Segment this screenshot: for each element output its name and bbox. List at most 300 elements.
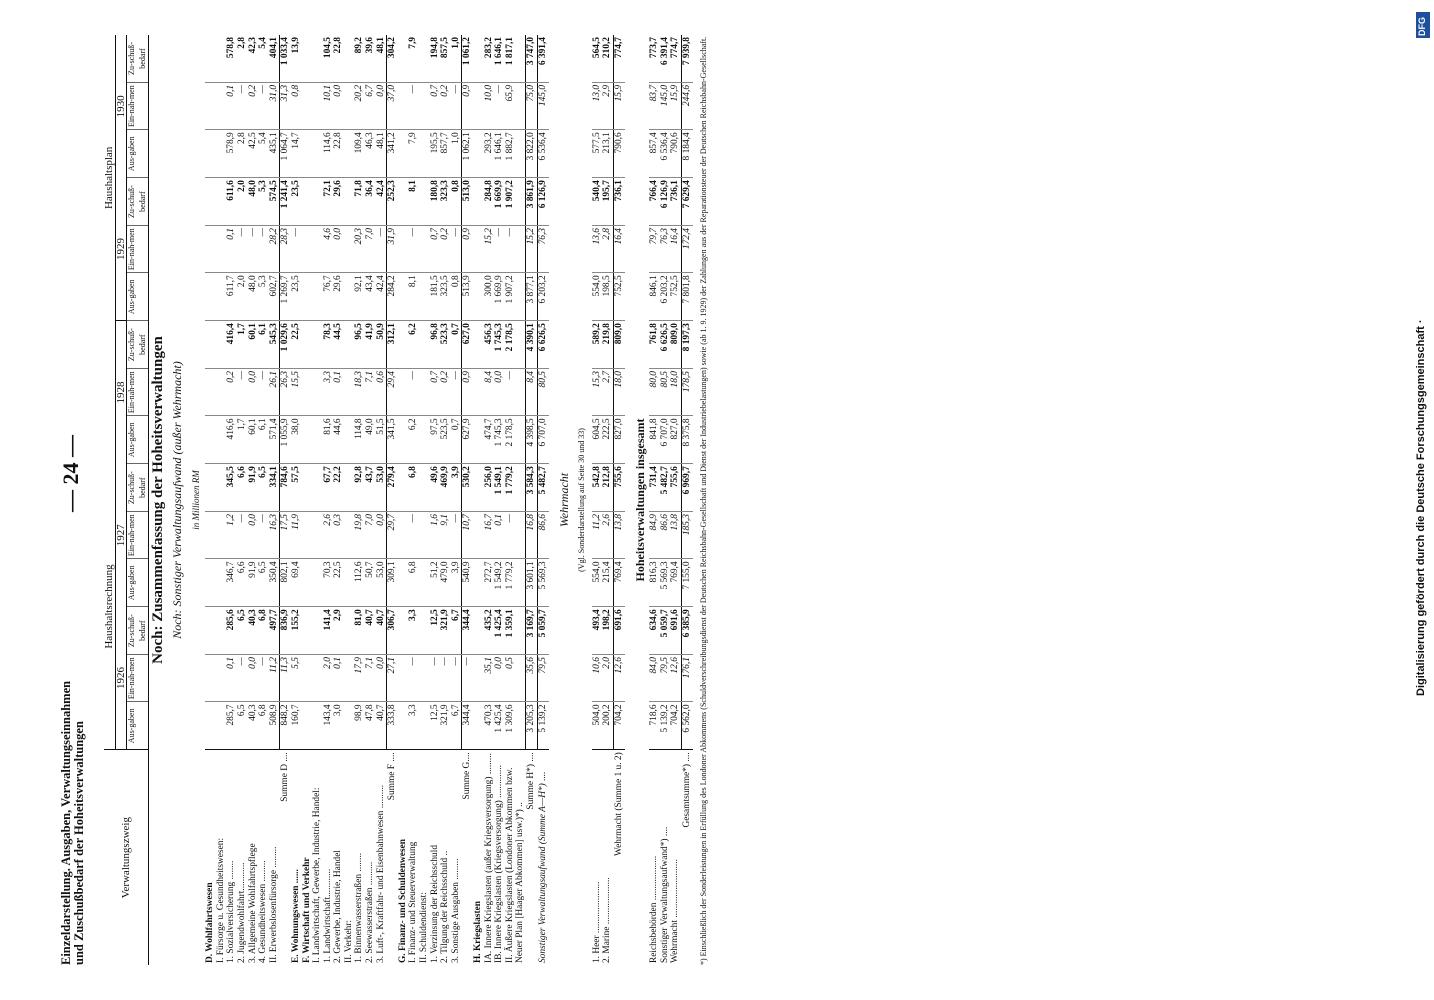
table-cell: 7,9 xyxy=(408,35,419,82)
footnote: *) Einschließlich der Sonderleistungen in Erfüllung des Londoner Abkommens (Schuldverschreibungsdienst der Deutschen Reichsbahn-Gesellschaft und Dienst der Industriebelastungen) sowie (ab 1. 9. 1929) der Zahlungen aus der Reparationsteuer der Deutschen Reichsbahn-Gesellschaft. xyxy=(698,36,708,965)
table-cell: 76,3 xyxy=(538,226,549,273)
table-cell: 1 779,2 xyxy=(505,464,526,512)
table-cell: 1,7 xyxy=(237,416,248,464)
table-cell: 15,2 xyxy=(526,226,538,273)
table-cell: 23,5 xyxy=(291,273,302,321)
row-label: I. Landwirtschaft, Gewerbe, Industrie, Handel: xyxy=(312,750,323,965)
table-cell: 6 707,0 xyxy=(538,416,549,464)
table-row xyxy=(344,35,355,965)
table-cell: 284,2 xyxy=(387,273,398,321)
table-cell: 2,6 xyxy=(323,512,334,559)
table-cell: 1 907,2 xyxy=(505,178,526,226)
table-cell: 752,5 xyxy=(670,273,681,321)
table-cell: 22,2 xyxy=(333,464,344,512)
table-cell: 76,7 xyxy=(323,273,334,321)
row-label: Summe F .... xyxy=(387,750,398,965)
table-row xyxy=(682,35,693,965)
table-cell: 0,2 xyxy=(440,82,451,129)
row-label: 2. Gewerbe, Industrie, Handel xyxy=(333,750,344,965)
table-cell: 6,5 xyxy=(237,607,248,655)
table-cell: 6 126,9 xyxy=(660,178,671,226)
table-cell: 0,9 xyxy=(462,226,473,273)
table-cell: 602,7 xyxy=(269,273,280,321)
table-row xyxy=(419,35,430,965)
sub-header-zuschussbedarf: Zu-schuß-bedarf xyxy=(127,607,149,655)
table-cell: 6 536,4 xyxy=(660,130,671,178)
table-cell: 8,4 xyxy=(526,369,538,416)
table-cell: 8 184,4 xyxy=(682,130,693,178)
table-cell: — xyxy=(505,512,526,559)
table-cell: 48,1 xyxy=(376,130,387,178)
table-row xyxy=(602,35,613,965)
table-cell: 8 375,8 xyxy=(682,416,693,464)
row-label: 1. Sozialversicherung ........ xyxy=(226,750,237,965)
table-cell: 40,7 xyxy=(376,607,387,655)
row-label: IA. Innere Kriegslasten (außer Kriegsversorgung) ......... xyxy=(484,750,495,965)
table-cell: 6,7 xyxy=(451,702,462,750)
table-cell: 300,0 xyxy=(484,273,495,321)
table-cell: 1 646,1 xyxy=(494,130,505,178)
table-cell: 1 907,2 xyxy=(505,273,526,321)
table-cell: — xyxy=(494,82,505,129)
table-cell: 70,3 xyxy=(323,559,334,607)
table-cell: 1 425,4 xyxy=(494,702,505,750)
table-row xyxy=(216,35,227,965)
table-cell: 3,0 xyxy=(333,702,344,750)
table-cell: 48,0 xyxy=(248,273,259,321)
table-cell: 252,3 xyxy=(387,178,398,226)
table-cell: 15,9 xyxy=(614,82,625,129)
table-cell: 16,4 xyxy=(670,226,681,273)
table-cell: 35,6 xyxy=(526,655,538,702)
table-cell: 10,7 xyxy=(462,512,473,559)
table-cell: 6 391,4 xyxy=(538,35,549,82)
table-cell: 1 062,1 xyxy=(462,130,473,178)
table-cell: 1 669,9 xyxy=(494,178,505,226)
sub-header-ausgaben: Aus-gaben xyxy=(127,702,149,750)
table-cell: 1 745,3 xyxy=(494,321,505,369)
table-cell: 114,8 xyxy=(354,416,365,464)
table-cell: 816,3 xyxy=(649,559,660,607)
table-cell: 6,6 xyxy=(237,464,248,512)
table-cell: 333,8 xyxy=(387,702,398,750)
table-cell: 846,1 xyxy=(649,273,660,321)
table-cell: 0,7 xyxy=(430,226,441,273)
row-label: 1. Verzinsung der Reichsschuld xyxy=(430,750,441,965)
table-cell: — xyxy=(408,82,419,129)
row-label: II. Erwerbslosenfürsorge ......... xyxy=(269,750,280,965)
table-cell: 15,3 xyxy=(592,369,603,416)
table-row xyxy=(505,35,526,965)
table-cell: 23,5 xyxy=(291,178,302,226)
table-cell: 321,9 xyxy=(440,607,451,655)
row-label: Summe D .... xyxy=(280,750,291,965)
year-header-1928: 1928 xyxy=(115,321,127,464)
table-row xyxy=(258,35,269,965)
table-cell: 43,4 xyxy=(365,273,376,321)
table-cell: 40,3 xyxy=(248,702,259,750)
table-cell: 57,5 xyxy=(291,464,302,512)
table-cell: 143,4 xyxy=(323,702,334,750)
table-cell: 89,2 xyxy=(354,35,365,82)
table-cell: 43,7 xyxy=(365,464,376,512)
table-cell: 1 669,9 xyxy=(494,273,505,321)
table-cell: 72,1 xyxy=(323,178,334,226)
table-cell: 6,8 xyxy=(408,559,419,607)
table-cell: 40,7 xyxy=(376,702,387,750)
table-cell: 848,2 xyxy=(280,702,291,750)
table-cell: 6 391,4 xyxy=(660,35,671,82)
table-cell: 6 707,0 xyxy=(660,416,671,464)
row-label: 2. Marine .................... xyxy=(602,750,613,965)
table-cell: 2,0 xyxy=(237,273,248,321)
table-cell: — xyxy=(248,226,259,273)
table-cell: — xyxy=(258,369,269,416)
table-cell: 1 779,2 xyxy=(505,559,526,607)
table-cell: 2,8 xyxy=(237,35,248,82)
table-cell: — xyxy=(451,226,462,273)
table-cell: 44,5 xyxy=(333,321,344,369)
table-cell: 97,5 xyxy=(430,416,441,464)
table-cell: — xyxy=(258,655,269,702)
table-cell: 773,7 xyxy=(649,35,660,82)
row-label: E. Wohnungswesen ...... xyxy=(291,750,302,965)
insgesamt-title: Hoheitsverwaltungen insgesamt xyxy=(632,418,647,582)
table-cell: 0,2 xyxy=(440,369,451,416)
table-cell: 304,2 xyxy=(387,35,398,82)
table-cell: 12,6 xyxy=(670,655,681,702)
table-cell: 91,9 xyxy=(248,464,259,512)
table-cell: 13,8 xyxy=(670,512,681,559)
table-cell: 1 029,6 xyxy=(280,321,291,369)
table-cell: 51,5 xyxy=(376,416,387,464)
table-cell: 6,8 xyxy=(258,702,269,750)
table-cell: 20,2 xyxy=(354,82,365,129)
table-cell: 0,1 xyxy=(494,512,505,559)
table-cell: 13,6 xyxy=(592,226,603,273)
table-cell: 6,1 xyxy=(258,416,269,464)
table-cell: 611,6 xyxy=(226,178,237,226)
table-cell: 16,4 xyxy=(614,226,625,273)
table-cell: 96,8 xyxy=(430,321,441,369)
table-cell: 6,7 xyxy=(451,607,462,655)
table-cell: 306,7 xyxy=(387,607,398,655)
table-cell: 323,3 xyxy=(440,178,451,226)
table-cell: 841,8 xyxy=(649,416,660,464)
table-cell: — xyxy=(451,655,462,702)
wehrmacht-note: (Vgl. Sonderdarstellung auf Seite 30 und 33) xyxy=(577,428,587,572)
page-header-title xyxy=(60,681,86,965)
table-cell: 2 178,5 xyxy=(505,321,526,369)
table-cell: 474,7 xyxy=(484,416,495,464)
table-cell: 5,3 xyxy=(258,273,269,321)
table-cell: 3 877,1 xyxy=(526,273,538,321)
table-cell: 0,0 xyxy=(376,82,387,129)
table-cell: 6,8 xyxy=(408,464,419,512)
table-cell: 731,4 xyxy=(649,464,660,512)
table-cell: 0,0 xyxy=(376,512,387,559)
table-cell: 755,6 xyxy=(670,464,681,512)
table-cell: 7,9 xyxy=(408,130,419,178)
table-cell: 22,8 xyxy=(333,130,344,178)
table-row xyxy=(248,35,259,965)
header-line-2: und Zuschußbedarf der Hoheitsverwaltungen xyxy=(72,721,86,965)
table-cell: 769,4 xyxy=(614,559,625,607)
table-cell: 145,0 xyxy=(538,82,549,129)
table-cell: 6,2 xyxy=(408,416,419,464)
table-cell: — xyxy=(237,82,248,129)
row-label: Wehrmacht (Summe 1 u. 2) xyxy=(614,750,625,965)
table-cell: 578,9 xyxy=(226,130,237,178)
table-cell: 578,8 xyxy=(226,35,237,82)
table-cell: 11,9 xyxy=(291,512,302,559)
table-cell: — xyxy=(451,82,462,129)
table-cell: 2,0 xyxy=(323,655,334,702)
table-cell: 51,2 xyxy=(430,559,441,607)
table-cell: 13,9 xyxy=(291,35,302,82)
table-cell: 1,6 xyxy=(430,512,441,559)
table-cell: 4 398,5 xyxy=(526,416,538,464)
table-cell: 114,6 xyxy=(323,130,334,178)
table-cell: 469,9 xyxy=(440,464,451,512)
table-cell: 48,1 xyxy=(376,35,387,82)
table-cell: 1 064,7 xyxy=(280,130,291,178)
table-cell: 36,4 xyxy=(365,178,376,226)
table-cell: 0,7 xyxy=(430,369,441,416)
row-label: Sonstiger Verwaltungsaufwand (Summe A—H*) .... xyxy=(538,750,549,965)
table-cell: — xyxy=(494,226,505,273)
row-label: 3. Sonstige Ausgaben ......... xyxy=(451,750,462,965)
table-cell: 81,6 xyxy=(323,416,334,464)
table-cell: — xyxy=(237,655,248,702)
table-cell: 15,9 xyxy=(670,82,681,129)
table-row xyxy=(538,35,549,965)
table-cell: 5 569,3 xyxy=(660,559,671,607)
table-cell: 416,4 xyxy=(226,321,237,369)
table-cell: 26,1 xyxy=(269,369,280,416)
table-cell: 14,7 xyxy=(291,130,302,178)
table-row xyxy=(333,35,344,965)
table-cell: 564,5 xyxy=(592,35,603,82)
table-cell: 195,5 xyxy=(430,130,441,178)
table-cell: 35,1 xyxy=(484,655,495,702)
table-row xyxy=(451,35,462,965)
table-cell: 530,2 xyxy=(462,464,473,512)
table-cell: 0,0 xyxy=(494,369,505,416)
table-cell: 577,5 xyxy=(592,130,603,178)
row-label: 2. Seewasserstraßen .......... xyxy=(365,750,376,965)
table-cell: 5,5 xyxy=(291,655,302,702)
table-row xyxy=(302,35,313,965)
table-cell: 611,7 xyxy=(226,273,237,321)
table-cell: 5 482,7 xyxy=(660,464,671,512)
table-cell: 22,5 xyxy=(333,559,344,607)
year-header-1927: 1927 xyxy=(115,464,127,607)
table-cell: 7,0 xyxy=(365,226,376,273)
table-cell: 155,2 xyxy=(291,607,302,655)
sub-header-ausgaben: Aus-gaben xyxy=(127,130,149,178)
table-cell: 284,8 xyxy=(484,178,495,226)
table-cell: 50,7 xyxy=(365,559,376,607)
table-cell: 60,1 xyxy=(248,416,259,464)
table-cell: 84,9 xyxy=(649,512,660,559)
page-number: — 24 — xyxy=(58,435,83,512)
row-label: 4. Gesundheitswesen ......... xyxy=(258,750,269,965)
table-cell: 0,8 xyxy=(291,82,302,129)
table-cell: 219,8 xyxy=(602,321,613,369)
table-cell: 50,9 xyxy=(376,321,387,369)
row-label: 1. Binnenwasserstraßen ........ xyxy=(354,750,365,965)
table-cell: 3 584,3 xyxy=(526,464,538,512)
table-cell: 3,9 xyxy=(451,559,462,607)
table-cell: 29,6 xyxy=(333,273,344,321)
table-cell: — xyxy=(408,512,419,559)
table-cell: 545,3 xyxy=(269,321,280,369)
table-cell: 41,9 xyxy=(365,321,376,369)
table-cell: 479,0 xyxy=(440,559,451,607)
table-cell: 752,5 xyxy=(614,273,625,321)
group-header-plan: Haushaltsplan xyxy=(104,35,115,321)
row-label: 3. Luft-, Kraftfahr- und Eisenbahnwesen .......... xyxy=(376,750,387,965)
table-cell: 98,9 xyxy=(354,702,365,750)
table-cell: 416,6 xyxy=(226,416,237,464)
table-cell: 790,6 xyxy=(670,130,681,178)
table-cell: 53,0 xyxy=(376,559,387,607)
table-cell: 790,6 xyxy=(614,130,625,178)
table-cell: 346,7 xyxy=(226,559,237,607)
table-cell: 17,5 xyxy=(280,512,291,559)
row-label: G. Finanz- und Schuldenwesen xyxy=(398,750,409,965)
table-cell: 31,9 xyxy=(387,226,398,273)
table-cell: 0,1 xyxy=(333,655,344,702)
table-row xyxy=(237,35,248,965)
table-cell: 827,0 xyxy=(614,416,625,464)
table-cell: 69,4 xyxy=(291,559,302,607)
table-cell: 44,6 xyxy=(333,416,344,464)
table-cell: 13,8 xyxy=(614,512,625,559)
table-cell: 508,9 xyxy=(269,702,280,750)
table-cell: 3 747,0 xyxy=(526,35,538,82)
table-row xyxy=(291,35,302,965)
table-cell: 10,1 xyxy=(323,82,334,129)
table-cell: 7 155,0 xyxy=(682,559,693,607)
table-cell: 1 646,1 xyxy=(494,35,505,82)
table-cell: — xyxy=(237,369,248,416)
table-cell: 784,6 xyxy=(280,464,291,512)
table-cell: 112,6 xyxy=(354,559,365,607)
table-cell: 160,7 xyxy=(291,702,302,750)
table-cell: — xyxy=(505,369,526,416)
table-cell: 22,8 xyxy=(333,35,344,82)
table-cell: 691,6 xyxy=(614,607,625,655)
table-cell: — xyxy=(237,226,248,273)
table-cell: 571,4 xyxy=(269,416,280,464)
table-cell: 1 359,1 xyxy=(505,607,526,655)
table-cell: 46,3 xyxy=(365,130,376,178)
table-cell: 0,6 xyxy=(376,369,387,416)
table-cell: 0,2 xyxy=(226,369,237,416)
table-cell: 256,0 xyxy=(484,464,495,512)
table-cell: 19,8 xyxy=(354,512,365,559)
table-cell: 3 822,0 xyxy=(526,130,538,178)
table-cell: 86,6 xyxy=(660,512,671,559)
table-cell: 76,3 xyxy=(660,226,671,273)
table-cell: 11,2 xyxy=(592,512,603,559)
table-cell: 18,3 xyxy=(354,369,365,416)
table-cell: 71,8 xyxy=(354,178,365,226)
table-cell: 27,1 xyxy=(387,655,398,702)
table-cell: 18,0 xyxy=(614,369,625,416)
table-cell: 6 536,4 xyxy=(538,130,549,178)
table-cell: 215,4 xyxy=(602,559,613,607)
table-cell: 0,5 xyxy=(505,655,526,702)
sub-header-zuschussbedarf: Zu-schuß-bedarf xyxy=(127,321,149,369)
table-cell: 574,5 xyxy=(269,178,280,226)
table-cell: 6 126,9 xyxy=(538,178,549,226)
table-cell: 65,9 xyxy=(505,82,526,129)
table-cell: 857,7 xyxy=(440,130,451,178)
table-cell: 83,7 xyxy=(649,82,660,129)
table-cell: 10,0 xyxy=(484,82,495,129)
table-cell: 493,4 xyxy=(592,607,603,655)
table-cell: 80,0 xyxy=(649,369,660,416)
table-cell: 8,4 xyxy=(484,369,495,416)
table-cell: 704,2 xyxy=(614,702,625,750)
table-cell: 42,4 xyxy=(376,273,387,321)
table-cell: 195,7 xyxy=(602,178,613,226)
table-cell: 2,7 xyxy=(602,369,613,416)
table-cell: 497,7 xyxy=(269,607,280,655)
table-cell: — xyxy=(451,369,462,416)
row-label: Wehrmacht ......................... xyxy=(670,750,681,965)
table-cell: 60,1 xyxy=(248,321,259,369)
table-cell: 5,4 xyxy=(258,130,269,178)
table-cell: 8,1 xyxy=(408,273,419,321)
table-cell: 5 482,7 xyxy=(538,464,549,512)
table-cell: 323,5 xyxy=(440,273,451,321)
sub-header-ausgaben: Aus-gaben xyxy=(127,416,149,464)
table-row xyxy=(494,35,505,965)
table-cell: 141,4 xyxy=(323,607,334,655)
table-cell: 589,2 xyxy=(592,321,603,369)
table-cell: — xyxy=(430,655,441,702)
table-cell: 145,0 xyxy=(660,82,671,129)
table-row xyxy=(526,35,538,965)
table-cell: 704,2 xyxy=(670,702,681,750)
table-cell: 435,2 xyxy=(484,607,495,655)
table-cell: 1 309,6 xyxy=(505,702,526,750)
table-cell: 540,9 xyxy=(462,559,473,607)
table-cell: 404,1 xyxy=(269,35,280,82)
table-cell: 5 569,3 xyxy=(538,559,549,607)
dfg-logo-icon xyxy=(1416,12,1430,38)
table-cell: 2,6 xyxy=(602,512,613,559)
table-cell: 554,0 xyxy=(592,273,603,321)
table-cell: 279,4 xyxy=(387,464,398,512)
sub-header-einnahmen: Ein-nah-men xyxy=(127,82,149,129)
sub-header-ausgaben: Aus-gaben xyxy=(127,273,149,321)
table-cell: 176,1 xyxy=(682,655,693,702)
table-cell: — xyxy=(408,226,419,273)
table-cell: 9,1 xyxy=(440,512,451,559)
table-cell: 42,3 xyxy=(248,35,259,82)
table-cell: 244,6 xyxy=(682,82,693,129)
table-cell: 1 269,7 xyxy=(280,273,291,321)
table-cell: 18,0 xyxy=(670,369,681,416)
table-cell: 0,2 xyxy=(440,226,451,273)
table-cell: 718,6 xyxy=(649,702,660,750)
table-cell: 2,0 xyxy=(602,655,613,702)
